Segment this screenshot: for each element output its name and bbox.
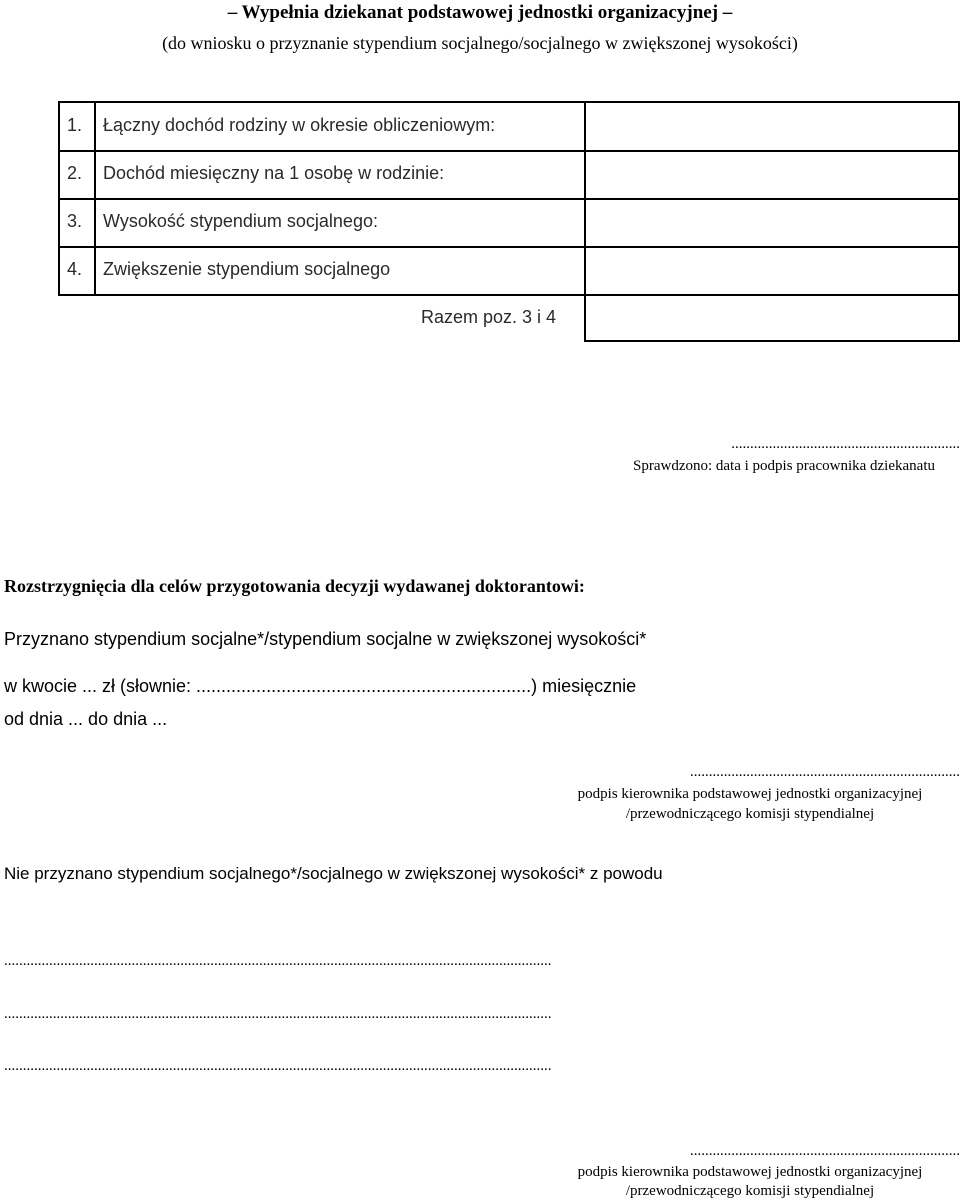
granted-line: Przyznano stypendium socjalne*/stypendium socjalne w zwiększonej wysokości* [4,629,647,649]
reason-line[interactable]: .................................................................................................................................................. [4,1058,552,1074]
income-table [58,101,960,342]
decision-heading: Rozstrzygnięcia dla celów przygotowania decyzji wydawanej doktorantowi: [4,576,585,596]
table-bottom-border [584,340,960,342]
table-number-divider [94,101,96,296]
row-number: 3. [67,211,83,231]
table-left-border [58,101,60,296]
scholarship-increase-field[interactable] [586,248,958,294]
signature2-caption-line1: podpis kierownika podstawowej jednostki organizacyjnej [577,1164,923,1180]
row-label-total-income: Łączny dochód rodziny w okresie obliczeniowym: [103,115,496,135]
scholarship-amount-field[interactable] [586,200,958,246]
signature1-caption-line1: podpis kierownika podstawowej jednostki organizacyjnej [577,786,923,802]
row-number: 1. [67,115,83,135]
signature2-dots: ........................................................................ [690,1143,960,1159]
signature1-caption-line2: /przewodniczącego komisji stypendialnej [625,806,875,822]
row-label-scholarship-amount: Wysokość stypendium socjalnego: [103,211,378,231]
verification-dots: ............................................................. [731,436,960,452]
row-label-income-per-person: Dochód miesięczny na 1 osobę w rodzinie: [103,163,445,183]
reason-line[interactable]: .................................................................................................................................................. [4,953,552,969]
signature1-dots: ........................................................................ [690,764,960,780]
total-income-field[interactable] [586,103,958,150]
form-title: – Wypełnia dziekanat podstawowej jednostki organizacyjnej – [227,2,733,23]
row-number: 4. [67,259,83,279]
period-line: od dnia ... do dnia ... [4,709,168,729]
not-granted-line: Nie przyznano stypendium socjalnego*/socjalnego w zwiększonej wysokości* z powodu [4,864,663,883]
reason-line[interactable]: .................................................................................................................................................. [4,1006,552,1022]
total-label: Razem poz. 3 i 4 [421,307,557,327]
total-field[interactable] [586,296,958,340]
income-per-person-field[interactable] [586,152,958,198]
row-number: 2. [67,163,83,183]
row-label-scholarship-increase: Zwiększenie stypendium socjalnego [103,259,391,279]
signature2-caption-line2: /przewodniczącego komisji stypendialnej [625,1183,875,1199]
amount-line: w kwocie ... zł (słownie: ...................................................................) miesięcznie [4,676,637,696]
form-subtitle: (do wniosku o przyznanie stypendium socjalnego/socjalnego w zwiększonej wysokości) [162,33,798,53]
verification-caption: Sprawdzono: data i podpis pracownika dziekanatu [633,458,935,474]
